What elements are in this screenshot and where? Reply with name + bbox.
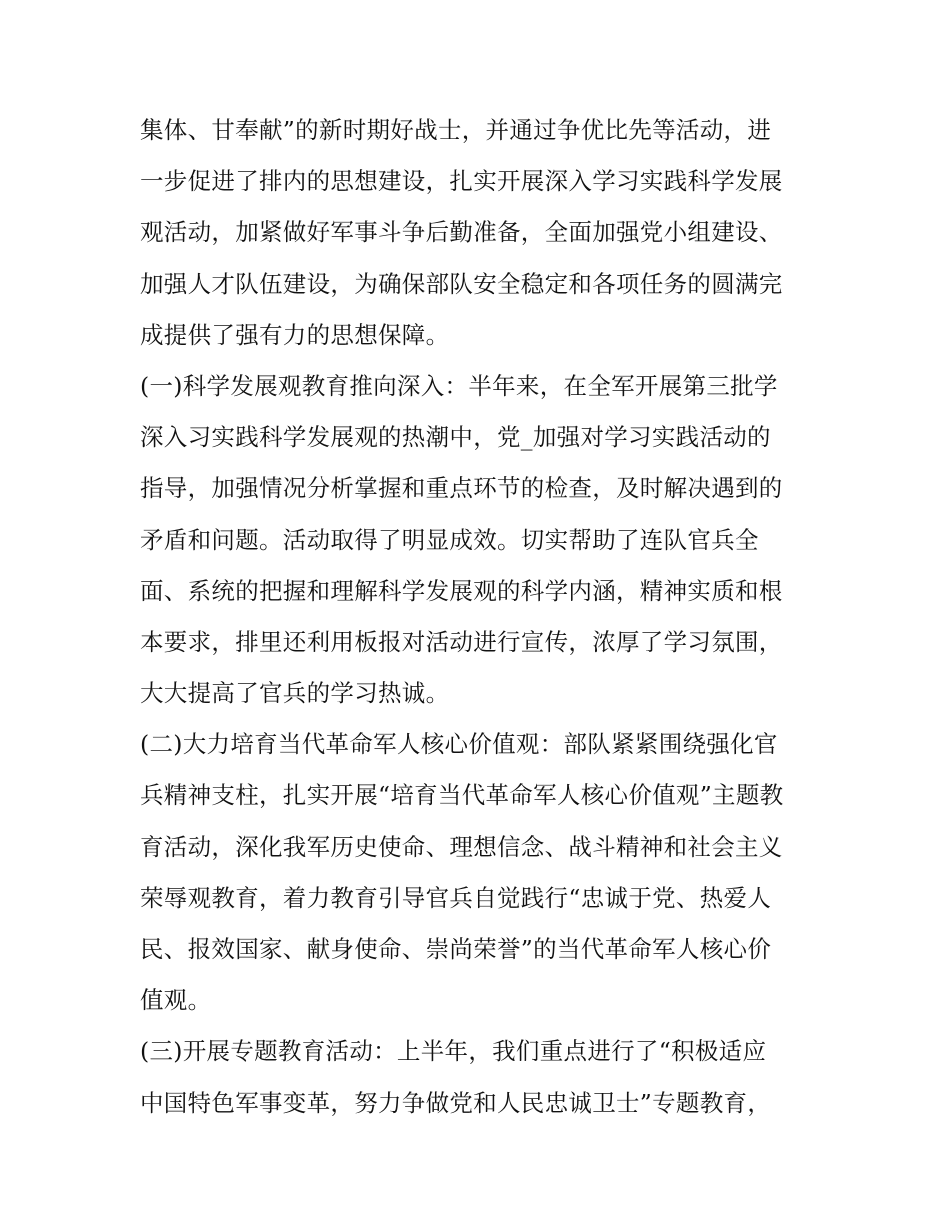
text-line: 育活动，深化我军历史使命、理想信念、战斗精神和社会主义: [140, 832, 783, 861]
text-line: 荣辱观教育，着力教育引导官兵自觉践行“忠诚于党、热爱人: [140, 883, 772, 912]
section-heading-line: (三)开展专题教育活动：上半年，我们重点进行了“积极适应: [140, 1037, 767, 1066]
section-heading-line: (二)大力培育当代革命军人核心价值观：部队紧紧围绕强化官: [140, 730, 778, 759]
text-line: 大大提高了官兵的学习热诚。: [140, 679, 450, 708]
section-heading-line: (一)科学发展观教育推向深入：半年来，在全军开展第三批学: [140, 371, 778, 400]
text-line: 集体、甘奉献”的新时期好战士，并通过争优比先等活动，进: [140, 116, 772, 144]
text-line: 观活动，加紧做好军事斗争后勤准备，全面加强党小组建设、: [140, 218, 783, 247]
text-line: 一步促进了排内的思想建设，扎实开展深入学习实践科学发展: [140, 167, 783, 196]
text-line: 矛盾和问题。活动取得了明显成效。切实帮助了连队官兵全: [140, 525, 759, 554]
document-body: [140, 105, 820, 1129]
text-line: 成提供了强有力的思想保障。: [140, 320, 450, 349]
text-line: 本要求，排里还利用板报对活动进行宣传，浓厚了学习氛围，: [140, 627, 783, 656]
text-line: 面、系统的把握和理解科学发展观的科学内涵，精神实质和根: [140, 576, 783, 605]
text-line: 民、报效国家、献身使命、崇尚荣誉”的当代革命军人核心价: [140, 935, 772, 963]
text-line: 深入习实践科学发展观的热潮中，党_加强对学习实践活动的: [140, 423, 771, 452]
text-line: 指导，加强情况分析掌握和重点环节的检查，及时解决遇到的: [140, 474, 783, 503]
text-line: 值观。: [140, 986, 212, 1015]
text-line: 加强人才队伍建设，为确保部队安全稳定和各项任务的圆满完: [140, 269, 783, 298]
text-line: 兵精神支柱，扎实开展“培育当代革命军人核心价值观”主题教: [140, 781, 784, 810]
text-line: 中国特色军事变革，努力争做党和人民忠诚卫士”专题教育，: [140, 1088, 772, 1117]
